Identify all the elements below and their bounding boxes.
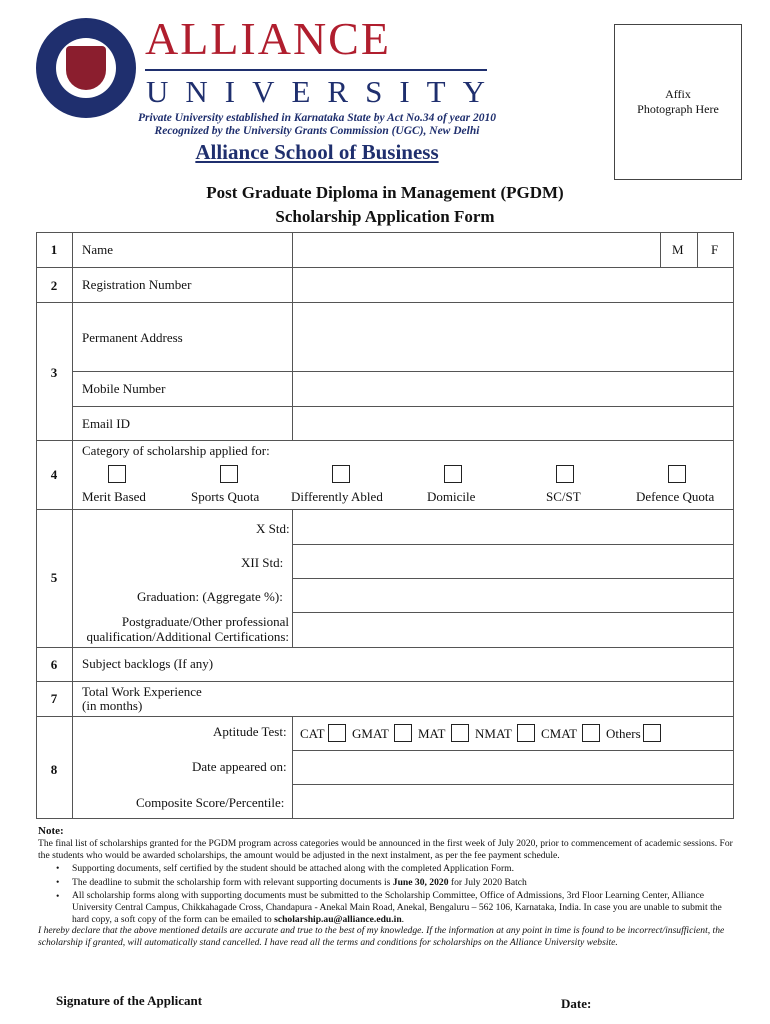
xii-std-field[interactable] [293, 545, 733, 578]
x-std-field[interactable] [293, 510, 733, 544]
gmat-checkbox[interactable] [394, 724, 412, 742]
note-heading: Note: [38, 825, 64, 837]
score-label: Composite Score/Percentile: [136, 795, 285, 810]
deadline-batch: for July 2020 Batch [448, 877, 527, 888]
backlogs-label: Subject backlogs (If any) [82, 656, 214, 671]
submission-end: . [401, 914, 405, 925]
cmat-checkbox[interactable] [582, 724, 600, 742]
subtitle-recognition: Recognized by the University Grants Commission (UGC), New Delhi [154, 125, 480, 137]
bullet-2-dot: • [56, 877, 60, 888]
email-label: Email ID [82, 416, 131, 431]
test-mat-label: MAT [418, 726, 446, 741]
work-exp-label-1: Total Work Experience [82, 684, 202, 699]
name-field[interactable] [293, 233, 660, 267]
defence-checkbox[interactable] [668, 465, 686, 483]
work-exp-label-2: (in months) [82, 698, 143, 713]
mat-checkbox[interactable] [451, 724, 469, 742]
work-exp-field[interactable] [293, 682, 733, 716]
row-1-number: 1 [50, 242, 58, 257]
option-defence: Defence Quota [636, 489, 715, 504]
address-field[interactable] [293, 303, 733, 371]
option-sports: Sports Quota [191, 489, 260, 504]
domicile-checkbox[interactable] [444, 465, 462, 483]
row-6-number: 6 [50, 657, 58, 672]
photo-box[interactable] [614, 24, 742, 180]
brand-rule [145, 69, 487, 71]
mobile-field[interactable] [293, 372, 733, 406]
date-label: Date: [561, 996, 592, 1011]
sports-checkbox[interactable] [220, 465, 238, 483]
brand-bottom: UNIVERSITY [146, 74, 502, 109]
date-appeared-field[interactable] [293, 751, 733, 784]
note-paragraph: The final list of scholarships granted for the PGDM program across categories would be announced in the first week of July 2020, prior to commencement of academic sessions. For the students who would be awarded scholarships, the amount would be adjusted in the next instalment, as per the fee payment schedule. [38, 838, 733, 861]
differently-abled-checkbox[interactable] [332, 465, 350, 483]
school-name: Alliance School of Business [195, 140, 439, 164]
form-title: Post Graduate Diploma in Management (PGDM) [206, 183, 564, 202]
row-2-number: 2 [50, 278, 58, 293]
option-domicile: Domicile [427, 489, 476, 504]
signature-label: Signature of the Applicant [56, 993, 203, 1008]
deadline-date: June 30, 2020 [392, 877, 449, 888]
row-4-number: 4 [50, 467, 58, 482]
form-subtitle: Scholarship Application Form [275, 207, 495, 226]
mobile-label: Mobile Number [82, 381, 166, 396]
bullet-1-dot: • [56, 863, 60, 874]
graduation-field[interactable] [293, 579, 733, 612]
bullet-1-text: Supporting documents, self certified by the student should be attached along with the completed Application Form. [72, 863, 515, 874]
row-5-number: 5 [50, 570, 58, 585]
gender-female-option[interactable]: F [711, 242, 719, 257]
graduation-label: Graduation: (Aggregate %): [137, 589, 283, 604]
nmat-checkbox[interactable] [517, 724, 535, 742]
row-7-number: 7 [50, 691, 58, 706]
test-nmat-label: NMAT [475, 726, 512, 741]
application-table [36, 232, 734, 818]
deadline-text: The deadline to submit the scholarship form with relevant supporting documents is [72, 877, 393, 888]
pg-field[interactable] [293, 613, 733, 647]
photo-label-2: Photograph Here [637, 102, 719, 116]
sc-st-checkbox[interactable] [556, 465, 574, 483]
name-label: Name [82, 242, 114, 257]
test-others-label: Others [606, 726, 641, 741]
submission-text: All scholarship forms along with supporting documents must be submitted to the Scholarship Committee, Office of Admissions, 3rd Floor Learning Center, Alliance University Central Campus, Chikkahagade Cross, Chandapura - Anekal Main Road, Anekal, Bengaluru – 562 106, Karnataka, India. In case you are unable to submit the hard copy, a soft copy of the form can be emailed to [72, 890, 722, 925]
xii-std-label: XII Std: [241, 555, 284, 570]
registration-label: Registration Number [82, 277, 192, 292]
row-3-number: 3 [50, 365, 58, 380]
backlogs-field[interactable] [293, 648, 733, 681]
bullet-3-dot: • [56, 891, 60, 902]
bullet-3-text [72, 890, 734, 926]
email-field[interactable] [293, 407, 733, 440]
aptitude-label: Aptitude Test: [213, 724, 287, 739]
row-8-number: 8 [50, 762, 58, 777]
photo-label-1: Affix [665, 87, 691, 101]
address-label: Permanent Address [82, 330, 183, 345]
test-cat-label: CAT [300, 726, 325, 741]
score-field[interactable] [293, 785, 733, 818]
university-logo [36, 18, 136, 118]
cat-checkbox[interactable] [328, 724, 346, 742]
option-differently-abled: Differently Abled [291, 489, 383, 504]
gender-male-option[interactable]: M [672, 242, 684, 257]
declaration: I hereby declare that the above mentioned details are accurate and true to the best of my knowledge. If the information at any point in time is found to be incorrect/insufficient, the scholarship if granted, will automatically stand cancelled. I have read all the terms and conditions for scholarships on the Alliance University website. [38, 925, 725, 948]
pg-label-2: qualification/Additional Certifications: [86, 629, 289, 644]
bullet-2-text [72, 877, 734, 889]
category-label: Category of scholarship applied for: [82, 443, 270, 458]
date-appeared-label: Date appeared on: [192, 759, 287, 774]
option-sc-st: SC/ST [546, 489, 581, 504]
registration-field[interactable] [293, 268, 733, 302]
scholarship-email-link[interactable]: scholarship.au@alliance.edu.in [274, 914, 402, 925]
brand-top: ALLIANCE [145, 13, 391, 64]
test-cmat-label: CMAT [541, 726, 578, 741]
test-gmat-label: GMAT [352, 726, 389, 741]
subtitle-establishment: Private University established in Karnataka State by Act No.34 of year 2010 [138, 112, 496, 124]
x-std-label: X Std: [256, 521, 290, 536]
logo-shield [66, 46, 106, 90]
others-checkbox[interactable] [643, 724, 661, 742]
pg-label-1: Postgraduate/Other professional [121, 614, 289, 629]
option-merit: Merit Based [82, 489, 146, 504]
merit-checkbox[interactable] [108, 465, 126, 483]
